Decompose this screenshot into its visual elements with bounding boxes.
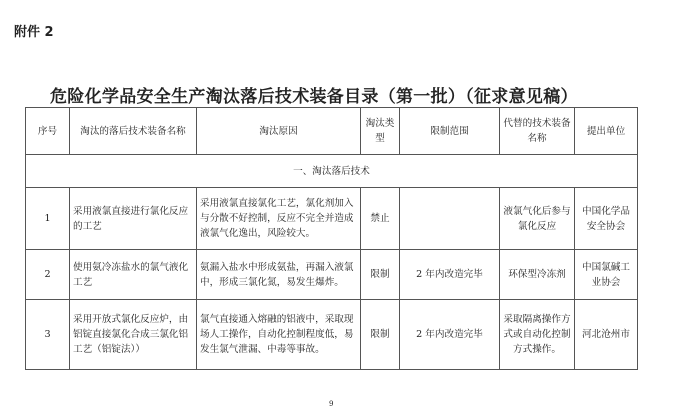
cell-no: 3 [26, 300, 70, 370]
header-cell: 限制范围 [400, 108, 500, 155]
cell-type: 限制 [361, 250, 400, 300]
cell-proposer: 中国氯碱工业协会 [575, 250, 638, 300]
cell-name: 采用开放式氯化反应炉，由铝锭直接氯化合成三氯化铝工艺（铝锭法）） [70, 300, 197, 370]
cell-replacement: 液氯气化后参与氯化反应 [500, 188, 575, 250]
document-title: 危险化学品安全生产淘汰落后技术装备目录（第一批）（征求意见稿） [50, 87, 578, 107]
table-row [26, 188, 638, 250]
table-header [26, 108, 638, 155]
cell-type: 禁止 [361, 188, 400, 250]
cell-proposer: 河北沧州市 [575, 300, 638, 370]
cell-proposer: 中国化学品安全协会 [575, 188, 638, 250]
cell-reason: 氨漏入盐水中形成氨盐，再漏入液氯中，形成三氯化氮，易发生爆炸。 [197, 250, 361, 300]
table-row [26, 250, 638, 300]
page-number: 9 [329, 400, 334, 408]
cell-scope [400, 188, 500, 250]
cell-replacement: 采取隔离操作方式或自动化控制方式操作。 [500, 300, 575, 370]
equipment-table [25, 107, 638, 370]
attachment-label: 附件 2 [14, 25, 54, 40]
header-cell: 淘汰原因 [197, 108, 361, 155]
cell-scope: 2 年内改造完毕 [400, 250, 500, 300]
header-cell: 序号 [26, 108, 70, 155]
table-row [26, 300, 638, 370]
cell-name: 采用液氯直接进行氯化反应的工艺 [70, 188, 197, 250]
section-title: 一、淘汰落后技术 [26, 155, 638, 188]
cell-no: 1 [26, 188, 70, 250]
header-cell: 淘汰类型 [361, 108, 400, 155]
header-cell: 淘汰的落后技术装备名称 [70, 108, 197, 155]
cell-replacement: 环保型冷冻剂 [500, 250, 575, 300]
cell-type: 限制 [361, 300, 400, 370]
cell-no: 2 [26, 250, 70, 300]
cell-reason: 采用液氯直接氯化工艺，氯化剂加入与分散不好控制，反应不完全并造成液氯气化逸出，风险较大。 [197, 188, 361, 250]
cell-reason: 氯气直接通入熔融的铝液中，采取现场人工操作，自动化控制程度低，易发生氯气泄漏、中毒等事故。 [197, 300, 361, 370]
header-cell: 代替的技术装备名称 [500, 108, 575, 155]
cell-name: 使用氨冷冻盐水的氯气液化工艺 [70, 250, 197, 300]
section-row [26, 155, 638, 188]
cell-scope: 2 年内改造完毕 [400, 300, 500, 370]
header-cell: 提出单位 [575, 108, 638, 155]
